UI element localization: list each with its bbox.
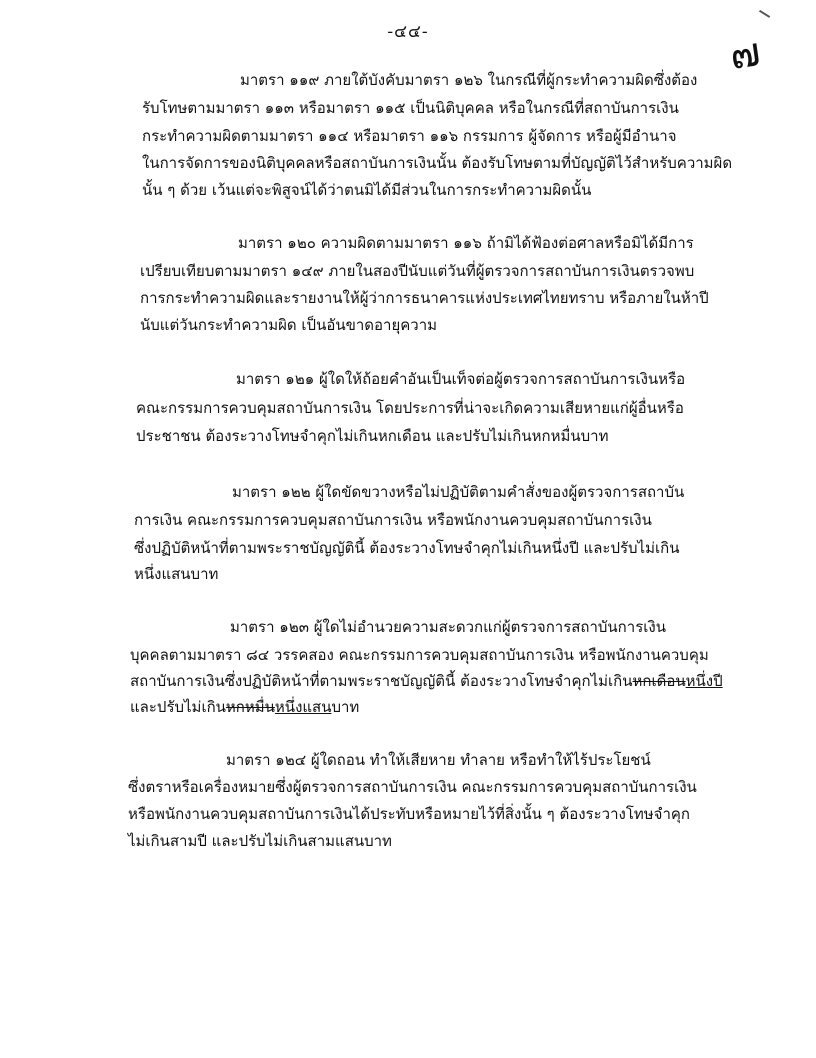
- section-122-line-1: มาตรา ๑๒๒ ผู้ใดขัดขวางหรือไม่ปฏิบัติตามคำสั่งของผู้ตรวจการสถาบัน: [232, 483, 685, 501]
- section-120-line-4: นับแต่วันกระทำความผิด เป็นอันขาดอายุความ: [140, 316, 438, 334]
- section-123-line-4: [130, 697, 359, 717]
- section-123-line-1: มาตรา ๑๒๓ ผู้ใดไม่อำนวยความสะดวกแก่ผู้ตรวจการสถาบันการเงิน: [230, 618, 666, 636]
- section-121-line-1: มาตรา ๑๒๑ ผู้ใดให้ถ้อยคำอันเป็นเท็จต่อผู้ตรวจการสถาบันการเงินหรือ: [236, 370, 686, 388]
- section-120-line-1: มาตรา ๑๒๐ ความผิดตามมาตรา ๑๑๖ ถ้ามิได้ฟ้องต่อศาลหรือมิได้มีการ: [238, 234, 694, 252]
- section-119-line-4: ในการจัดการของนิติบุคคลหรือสถาบันการเงินนั้น ต้องรับโทษตามที่บัญญัติไว้สำหรับความผิด: [142, 154, 733, 172]
- handwritten-page-mark: ๗: [726, 29, 764, 79]
- section-119-line-3: กระทำความผิดตามมาตรา ๑๑๔ หรือมาตรา ๑๑๖ กรรมการ ผู้จัดการ หรือผู้มีอำนาจ: [142, 127, 677, 145]
- section-123-line-3-text: สถาบันการเงินซึ่งปฏิบัติหน้าที่ตามพระราชบัญญัตินี้ ต้องระวางโทษจำคุกไม่เกิน: [130, 672, 633, 690]
- page-number: -๔๔-: [387, 22, 429, 42]
- section-121-line-2: คณะกรรมการควบคุมสถาบันการเงิน โดยประการที่น่าจะเกิดความเสียหายแก่ผู้อื่นหรือ: [136, 399, 684, 417]
- section-124-line-3: หรือพนักงานควบคุมสถาบันการเงินได้ประทับหรือหมายไว้ที่สิ่งนั้น ๆ ต้องระวางโทษจำคุก: [128, 805, 691, 823]
- section-119-line-1: มาตรา ๑๑๙ ภายใต้บังคับมาตรา ๑๒๖ ในกรณีที่ผู้กระทำความผิดซึ่งต้อง: [240, 71, 698, 89]
- section-119-line-2: รับโทษตามมาตรา ๑๑๓ หรือมาตรา ๑๑๕ เป็นนิติบุคคล หรือในกรณีที่สถาบันการเงิน: [142, 99, 679, 117]
- section-121-line-3: ประชาชน ต้องระวางโทษจำคุกไม่เกินหกเดือน และปรับไม่เกินหกหมื่นบาท: [136, 427, 609, 445]
- section-124-line-1: มาตรา ๑๒๔ ผู้ใดถอน ทำให้เสียหาย ทำลาย หรือทำให้ไร้ประโยชน์: [226, 751, 651, 769]
- section-123-line-4-text: และปรับไม่เกิน: [130, 698, 226, 716]
- section-123-line-4-end: บาท: [331, 698, 360, 716]
- section-120-line-3: การกระทำความผิดและรายงานให้ผู้ว่าการธนาคารแห่งประเทศไทยทราบ หรือภายในห้าปี: [140, 289, 709, 307]
- section-122-line-3: ซึ่งปฏิบัติหน้าที่ตามพระราชบัญญัตินี้ ต้องระวางโทษจำคุกไม่เกินหนึ่งปี และปรับไม่เกิน: [134, 539, 680, 557]
- section-123-line-2: บุคคลตามมาตรา ๘๔ วรรคสอง คณะกรรมการควบคุมสถาบันการเงิน หรือพนักงานควบคุม: [130, 646, 709, 664]
- section-122-line-2: การเงิน คณะกรรมการควบคุมสถาบันการเงิน หรือพนักงานควบคุมสถาบันการเงิน: [134, 511, 652, 529]
- section-124-line-4: ไม่เกินสามปี และปรับไม่เกินสามแสนบาท: [128, 832, 392, 850]
- section-122-line-4: หนึ่งแสนบาท: [134, 565, 219, 583]
- inserted-text: หนึ่งแสน: [274, 698, 332, 716]
- section-120-line-2: เปรียบเทียบตามมาตรา ๑๔๙ ภายในสองปีนับแต่วันที่ผู้ตรวจการสถาบันการเงินตรวจพบ: [140, 262, 695, 280]
- section-124-line-2: ซึ่งตราหรือเครื่องหมายซึ่งผู้ตรวจการสถาบันการเงิน คณะกรรมการควบคุมสถาบันการเงิน: [128, 778, 697, 796]
- section-123-line-3: [130, 671, 723, 691]
- inserted-text: หนึ่งปี: [685, 672, 723, 690]
- struck-text: หกเดือน: [632, 672, 686, 690]
- struck-text: หกหมื่น: [225, 698, 275, 716]
- section-119-line-5: นั้น ๆ ด้วย เว้นแต่จะพิสูจน์ได้ว่าตนมิได้มีส่วนในการกระทำความผิดนั้น: [142, 181, 592, 199]
